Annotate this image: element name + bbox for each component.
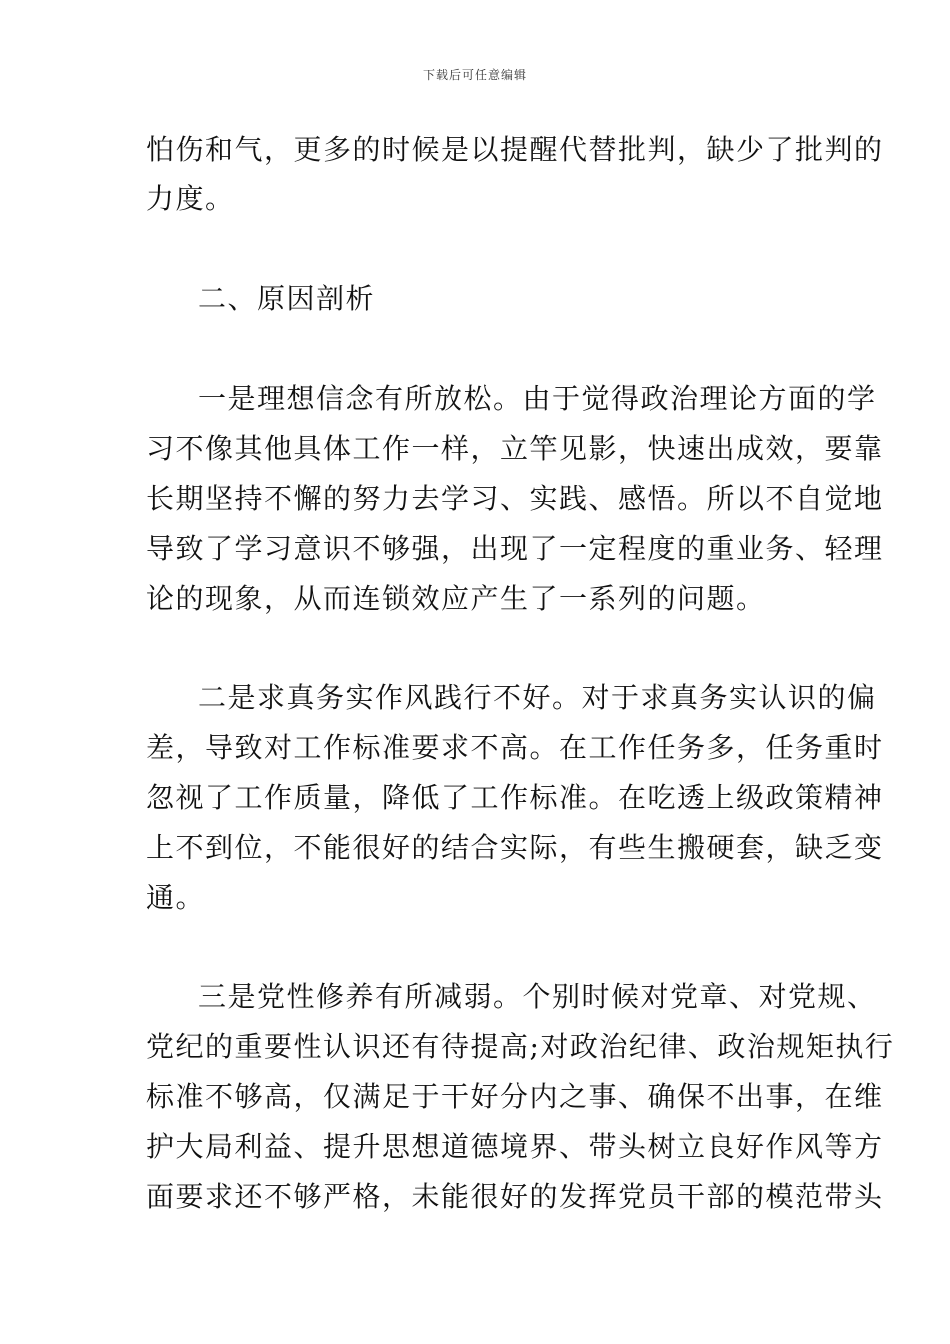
text-line: 上不到位，不能很好的结合实际，有些生搬硬套，缺乏变 <box>146 831 884 864</box>
text-line: 党纪的重要性认识还有待提高;对政治纪律、政治规矩执行 <box>146 1030 895 1063</box>
text-line: 习不像其他具体工作一样，立竿见影，快速出成效，要靠 <box>146 432 884 465</box>
text-line: 导致了学习意识不够强，出现了一定程度的重业务、轻理 <box>146 532 884 565</box>
text-line: 忽视了工作质量，降低了工作标准。在吃透上级政策精神 <box>146 781 884 814</box>
text-line: 差，导致对工作标准要求不高。在工作任务多，任务重时 <box>146 731 884 764</box>
text-line: 怕伤和气，更多的时候是以提醒代替批判，缺少了批判的 <box>146 133 884 166</box>
text-line: 标准不够高，仅满足于干好分内之事、确保不出事，在维 <box>146 1080 884 1113</box>
text-line: 三是党性修养有所减弱。个别时候对党章、对党规、 <box>198 980 877 1013</box>
text-line: 长期坚持不懈的努力去学习、实践、感悟。所以不自觉地 <box>146 482 884 515</box>
text-line: 力度。 <box>146 182 235 215</box>
text-line: 护大局利益、提升思想道德境界、带头树立良好作风等方 <box>146 1130 884 1163</box>
page-header: 下载后可任意编辑 <box>422 68 527 82</box>
text-line: 通。 <box>146 881 206 914</box>
text-line: 论的现象，从而连锁效应产生了一系列的问题。 <box>146 582 766 615</box>
text-line: 二是求真务实作风践行不好。对于求真务实认识的偏 <box>198 681 877 714</box>
section-heading: 二、原因剖析 <box>198 282 376 315</box>
text-line: 一是理想信念有所放松。由于觉得政治理论方面的学 <box>198 382 877 415</box>
text-line: 面要求还不够严格，未能很好的发挥党员干部的模范带头 <box>146 1180 884 1213</box>
